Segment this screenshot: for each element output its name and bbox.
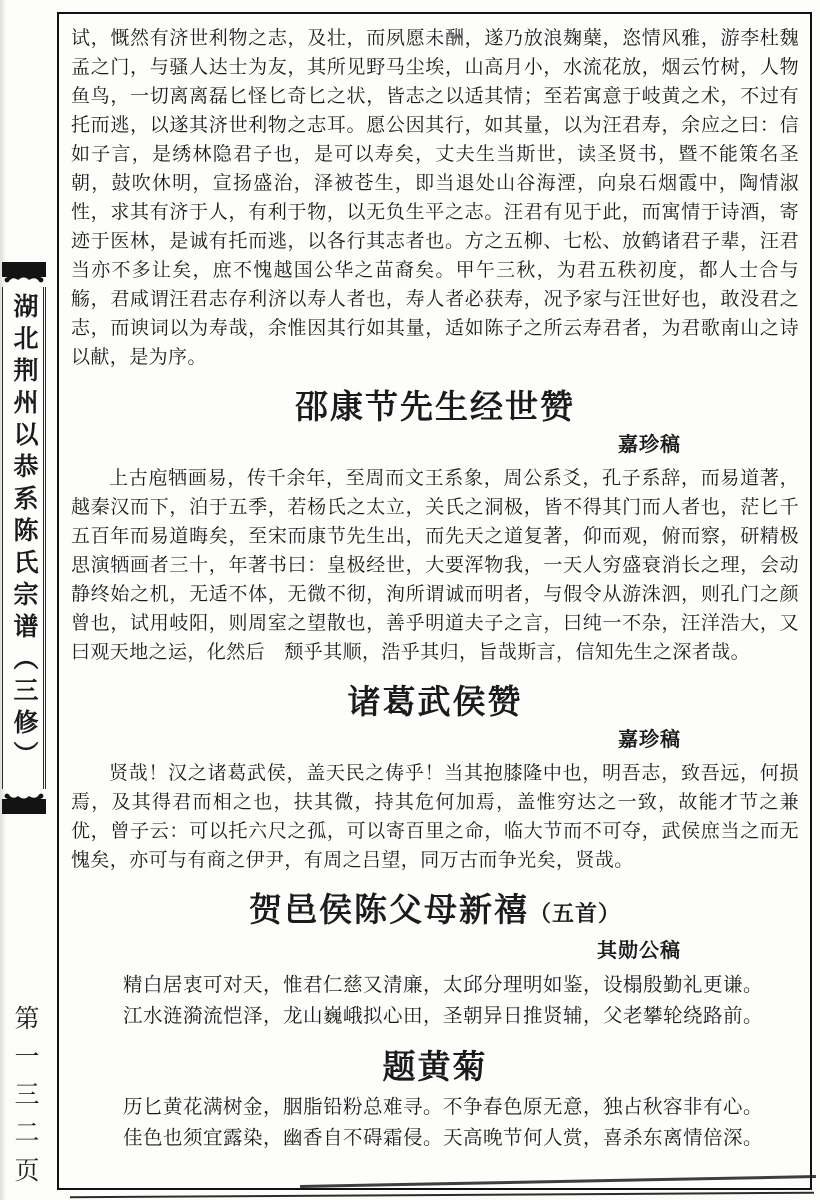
cartouche-bottom-band (2, 802, 46, 814)
paragraph-shao-kangjie: 上古庖牺画易，传千余年，至周而文王系象，周公系爻，孔子系辞，而易道著，越秦汉而下，泊于五季，若杨氏之太立，关氏之洞极，皆不得其门而人者也，茫匕千五百年而易道晦矣，至宋而康节先生出，而先天之道复著，仰而观，俯而察，研精极思演牺画者三十，年著书曰：皇极经世，大要浑物我，一天人穷盛衰消长之理，会动静终始之机，无适不体，无微不彻，洵所谓诚而明者，与假令从游洙泗，则孔门之颜曾也，试用岐阳，则周室之望散也，善乎明道夫子之言，曰纯一不杂，汪洋浩大，又曰观天地之运，化然后 颓乎其顺，浩乎其归，旨哉斯言，信知先生之深者哉。 (71, 468, 799, 663)
heading-shao-kangjie: 邵康节先生经世赞 (295, 390, 575, 426)
spine-title-cartouche (2, 262, 46, 814)
heading-he-yihou (71, 891, 799, 934)
poem-huangju (71, 1092, 799, 1154)
cartouche-body (2, 287, 46, 789)
byline-jiazhen-1: 嘉珍稿 (618, 434, 681, 456)
poem-line: 历匕黄花满树金，胭脂铅粉总难寻。不争春色原无意，独占秋容非有心。 (122, 1097, 763, 1118)
byline-qixun-gong: 其勋公稿 (597, 940, 681, 962)
intro-paragraph: 试，慨然有济世利物之志，及壮，而夙愿未酬，遂乃放浪麹蘖，恣情风雅，游李杜魏孟之门，与骚人达士为友，其所见野马尘埃，山高月小，水流花放，烟云竹树，人物鱼鸟，一切离离磊匕怪匕奇匕之状，皆志之以适其情；至若寓意于岐黄之术，不过有托而逃，以遂其济世利物之志耳。愿公因其行，如其量，以为汪君寿，余应之曰：信如子言，是绣林隐君子也，是可以寿矣，丈夫生当斯世，读圣贤书，暨不能策名圣朝，鼓吹休明，宣扬盛治，泽被苍生，即当退处山谷海湮，向泉石烟霞中，陶情淑性，求其有济于人，有利于物，以无负生平之志。汪君有见于此，而寓情于诗酒，寄迹于医林，是诚有托而逃，以各行其志者也。方之五柳、七松、放鹤诸君子辈，汪君当亦不多让矣，庶不愧越国公华之苗裔矣。甲午三秋，为君五秩初度，都人士合与觞，君咸谓汪君志存利济以寿人者也，寿人者必获寿，况予家与汪世好也，敢没君之志，而谀词以为寿哉，余惟因其行如其量，适如陈子之所云寿君者，为君歌南山之诗以献，是为序。 (71, 28, 799, 368)
poem-he-yihou (71, 970, 799, 1032)
poem-line: 江水涟漪流恺泽，龙山巍峨拟心田，圣朝异日推贤辅，父老攀轮绕路前。 (122, 1006, 763, 1027)
byline-jiazhen-2: 嘉珍稿 (618, 729, 681, 751)
heading-ti-huangju: 题黄菊 (382, 1050, 488, 1086)
heading-zhuge-wuhou: 诸葛武侯赞 (347, 685, 523, 721)
genealogy-spine-title: 湖北荆州以恭系陈氏宗谱（三修） (10, 293, 37, 773)
paragraph-zhuge-wuhou: 贤哉！汉之诸葛武侯，盖天民之俦乎！当其抱膝隆中也，明吾志，致吾远，何损焉，及其得君而相之也，扶其微，持其危何加焉，盖惟穷达之一致，故能才节之兼优，曾子云：可以托六尺之孤，可以寄百里之命，临大节而不可夺，武侯庶当之而无愧矣，亦可与有商之伊尹，有周之吕望，同万古而争光矣，贤哉。 (71, 763, 799, 871)
cloud-ornament-top-icon (2, 274, 46, 287)
heading-he-yihou-suffix: （五首） (528, 901, 621, 926)
cartouche-top-band (2, 262, 46, 274)
page-number: 第一三二页 (11, 1005, 38, 1195)
heading-he-yihou-main: 贺邑侯陈父母新禧 (248, 893, 529, 929)
scan-edge-line (70, 1192, 814, 1199)
poem-line: 佳色也须宜露染，幽香自不碍霜侵。天高晚节何人赏，喜杀东离情倍深。 (122, 1128, 763, 1149)
cloud-ornament-bottom-icon (2, 789, 46, 802)
content-frame (57, 12, 812, 1190)
poem-line: 精白居衷可对天，惟君仁慈又清廉，太邱分理明如鉴，设榻殷勤礼更谦。 (122, 975, 763, 996)
